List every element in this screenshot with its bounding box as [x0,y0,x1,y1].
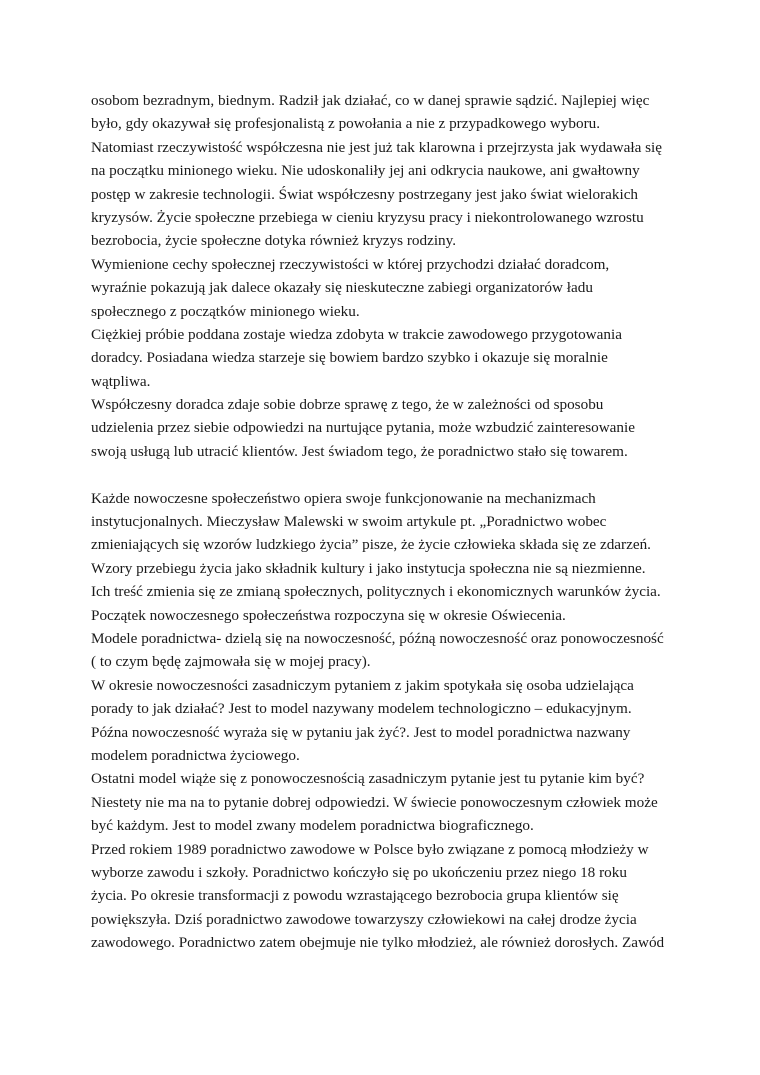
text-line: modelem poradnictwa życiowego. [91,746,300,764]
text-line: zmieniających się wzorów ludzkiego życia” pisze, że życie człowieka składa się ze zdarzeń. [91,536,651,554]
text-line: Współczesny doradca zdaje sobie dobrze sprawę z tego, że w zależności od sposobu [91,396,604,414]
text-line: W okresie nowoczesności zasadniczym pytaniem z jakim spotykała się osoba udzielająca [91,676,634,694]
text-line: Ostatni model wiąże się z ponowoczesnością zasadniczym pytanie jest tu pytanie kim być? [91,770,645,788]
text-line: zawodowego. Poradnictwo zatem obejmuje nie tylko młodzież, ale również dorosłych. Zawód [91,934,665,952]
text-line: Przed rokiem 1989 poradnictwo zawodowe w Polsce było związane z pomocą młodzieży w [91,840,649,858]
text-line: udzielenia przez siebie odpowiedzi na nurtujące pytania, może wzbudzić zainteresowanie [91,419,635,437]
text-line: kryzysów. Życie społeczne przebiega w cieniu kryzysu pracy i niekontrolowanego wzrostu [91,208,644,226]
text-line: Późna nowoczesność wyraża się w pytaniu jak żyć?. Jest to model poradnictwa nazwany [91,723,631,741]
document-body [91,89,691,954]
text-line: Natomiast rzeczywistość współczesna nie jest już tak klarowna i przejrzysta jak wydawała się [91,138,663,156]
text-line: było, gdy okazywał się profesjonalistą z powołania a nie z przypadkowego wyboru. [91,115,601,133]
text-line: Ciężkiej próbie poddana zostaje wiedza zdobyta w trakcie zawodowego przygotowania [91,325,622,343]
text-line: osobom bezradnym, biednym. Radził jak działać, co w danej sprawie sądzić. Najlepiej więc [91,92,650,109]
paragraph-spacer [91,463,691,486]
text-line: bezrobocia, życie społeczne dotyka również kryzys rodziny. [91,232,457,250]
text-line: na początku minionego wieku. Nie udoskonaliły jej ani odkrycia naukowe, ani gwałtowny [91,162,640,180]
text-line: społecznego z początków minionego wieku. [91,302,360,320]
text-line: Wymienione cechy społecznej rzeczywistości w której przychodzi działać doradcom, [91,255,610,273]
text-line: postęp w zakresie technologii. Świat współczesny postrzegany jest jako świat wielorakich [91,185,639,203]
paragraph-2 [91,487,691,955]
text-line: Modele poradnictwa- dzielą się na nowoczesność, późną nowoczesność oraz ponowoczesność [91,629,664,647]
text-line: być każdym. Jest to model zwany modelem poradnictwa biograficznego. [91,817,534,835]
text-line: swoją usługą lub utracić klientów. Jest świadom tego, że poradnictwo stało się towarem. [91,442,628,460]
text-line: wyborze zawodu i szkoły. Poradnictwo kończyło się po ukończeniu przez niego 18 roku [91,863,627,881]
text-line: wątpliwa. [91,372,151,390]
text-line: Wzory przebiegu życia jako składnik kultury i jako instytucja społeczna nie są niezmienne. [91,559,646,577]
text-line: porady to jak działać? Jest to model nazywany modelem technologiczno – edukacyjnym. [91,700,632,718]
text-line: Początek nowoczesnego społeczeństwa rozpoczyna się w okresie Oświecenia. [91,606,566,624]
text-line: wyraźnie pokazują jak dalece okazały się nieskuteczne zabiegi organizatorów ładu [91,279,593,297]
text-line: życia. Po okresie transformacji z powodu wzrastającego bezrobocia grupa klientów się [91,887,619,905]
text-line: powiększyła. Dziś poradnictwo zawodowe towarzyszy człowiekowi na całej drodze życia [91,910,637,928]
text-line: Ich treść zmienia się ze zmianą społecznych, politycznych i ekonomicznych warunków życia. [91,583,661,601]
text-line: ( to czym będę zajmowała się w mojej pracy). [91,653,371,671]
paragraph-1 [91,89,691,463]
text-line: Niestety nie ma na to pytanie dobrej odpowiedzi. W świecie ponowoczesnym człowiek może [91,793,658,811]
text-line: Każde nowoczesne społeczeństwo opiera swoje funkcjonowanie na mechanizmach [91,489,596,507]
text-line: instytucjonalnych. Mieczysław Malewski w swoim artykule pt. „Poradnictwo wobec [91,513,607,531]
text-line: doradcy. Posiadana wiedza starzeje się bowiem bardzo szybko i okazuje się moralnie [91,349,608,367]
